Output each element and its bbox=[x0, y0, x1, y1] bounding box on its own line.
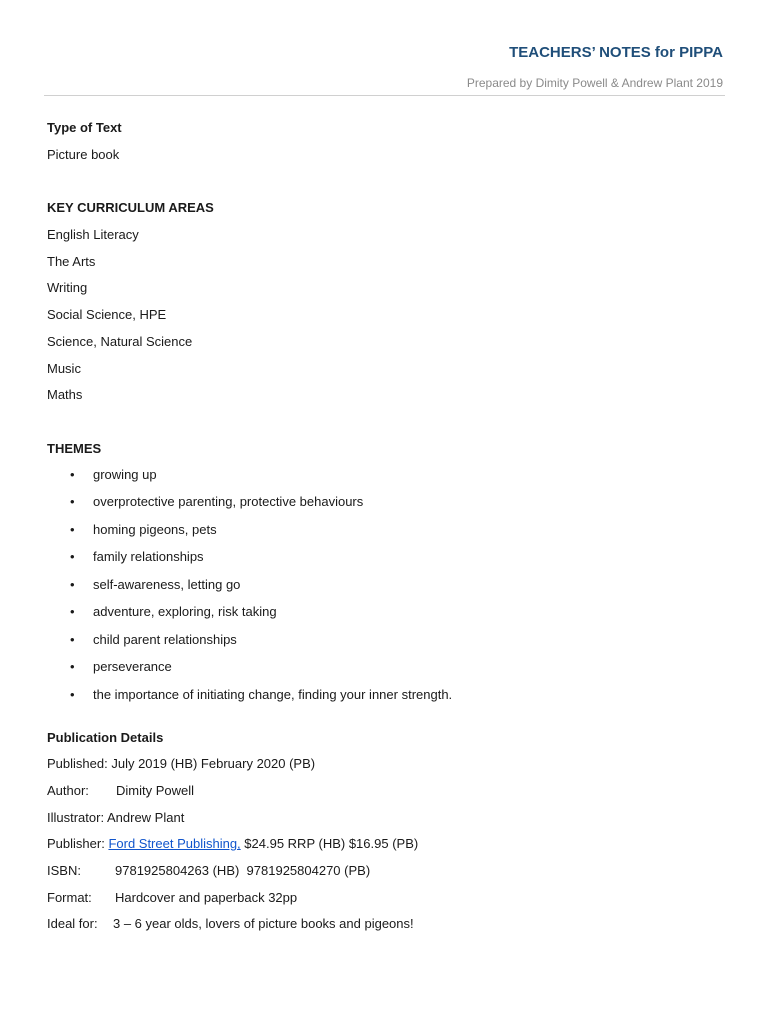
illustrator-label: Illustrator: bbox=[47, 809, 105, 825]
ideal-for-value: 3 – 6 year olds, lovers of picture books and pigeons! bbox=[113, 916, 414, 932]
author-row bbox=[47, 781, 727, 808]
illustrator-row bbox=[47, 808, 727, 835]
publisher-price: $24.95 RRP (HB) $16.95 (PB) bbox=[244, 836, 419, 852]
theme-item: • growing up bbox=[47, 466, 493, 494]
author-label: Author: bbox=[47, 782, 89, 798]
theme-item: • adventure, exploring, risk taking bbox=[47, 603, 493, 631]
theme-item: • family relationships bbox=[47, 548, 493, 576]
published-value: July 2019 (HB) February 2020 (PB) bbox=[111, 756, 316, 772]
themes-heading: THEMES bbox=[47, 440, 102, 456]
format-label: Format: bbox=[47, 889, 92, 905]
publisher-label: Publisher: bbox=[47, 836, 105, 852]
type-of-text-value: Picture book bbox=[47, 146, 120, 162]
publisher-link[interactable]: Ford Street Publishing, bbox=[108, 836, 241, 852]
ideal-for-row bbox=[47, 914, 727, 941]
document-title: TEACHERS’ NOTES for PIPPA bbox=[509, 44, 723, 61]
isbn-label: ISBN: bbox=[47, 863, 81, 878]
curriculum-item: Social Science, HPE bbox=[47, 307, 167, 323]
publication-heading: Publication Details bbox=[47, 729, 164, 745]
publisher-row bbox=[47, 834, 727, 861]
type-of-text-heading: Type of Text bbox=[47, 120, 122, 135]
isbn-value: 9781925804263 (HB) 9781925804270 (PB) bbox=[115, 863, 371, 878]
theme-item: • self-awareness, letting go bbox=[47, 576, 493, 604]
document-subtitle: Prepared by Dimity Powell & Andrew Plant 2019 bbox=[466, 76, 723, 90]
document-body bbox=[47, 118, 727, 941]
theme-item: • overprotective parenting, protective behaviours bbox=[47, 493, 493, 521]
curriculum-item: The Arts bbox=[47, 253, 96, 269]
curriculum-item: Writing bbox=[47, 280, 88, 296]
curriculum-item: Science, Natural Science bbox=[47, 333, 193, 349]
author-value: Dimity Powell bbox=[116, 782, 195, 798]
theme-item: • homing pigeons, pets bbox=[47, 521, 493, 549]
published-label: Published: bbox=[47, 756, 108, 772]
curriculum-item: English Literacy bbox=[47, 227, 139, 243]
theme-item: • the importance of initiating change, finding your inner strength. bbox=[47, 686, 493, 724]
curriculum-heading: KEY CURRICULUM AREAS bbox=[47, 200, 214, 216]
curriculum-item: Maths bbox=[47, 387, 83, 403]
curriculum-item: Music bbox=[47, 360, 81, 376]
published-row bbox=[47, 754, 727, 781]
theme-item: • child parent relationships bbox=[47, 631, 493, 659]
illustrator-value: Andrew Plant bbox=[106, 809, 185, 825]
format-value: Hardcover and paperback 32pp bbox=[115, 889, 298, 905]
theme-item: • perseverance bbox=[47, 658, 493, 686]
format-row bbox=[47, 888, 727, 915]
isbn-row bbox=[47, 861, 727, 888]
ideal-for-label: Ideal for: bbox=[47, 916, 98, 932]
header-divider bbox=[44, 95, 725, 96]
